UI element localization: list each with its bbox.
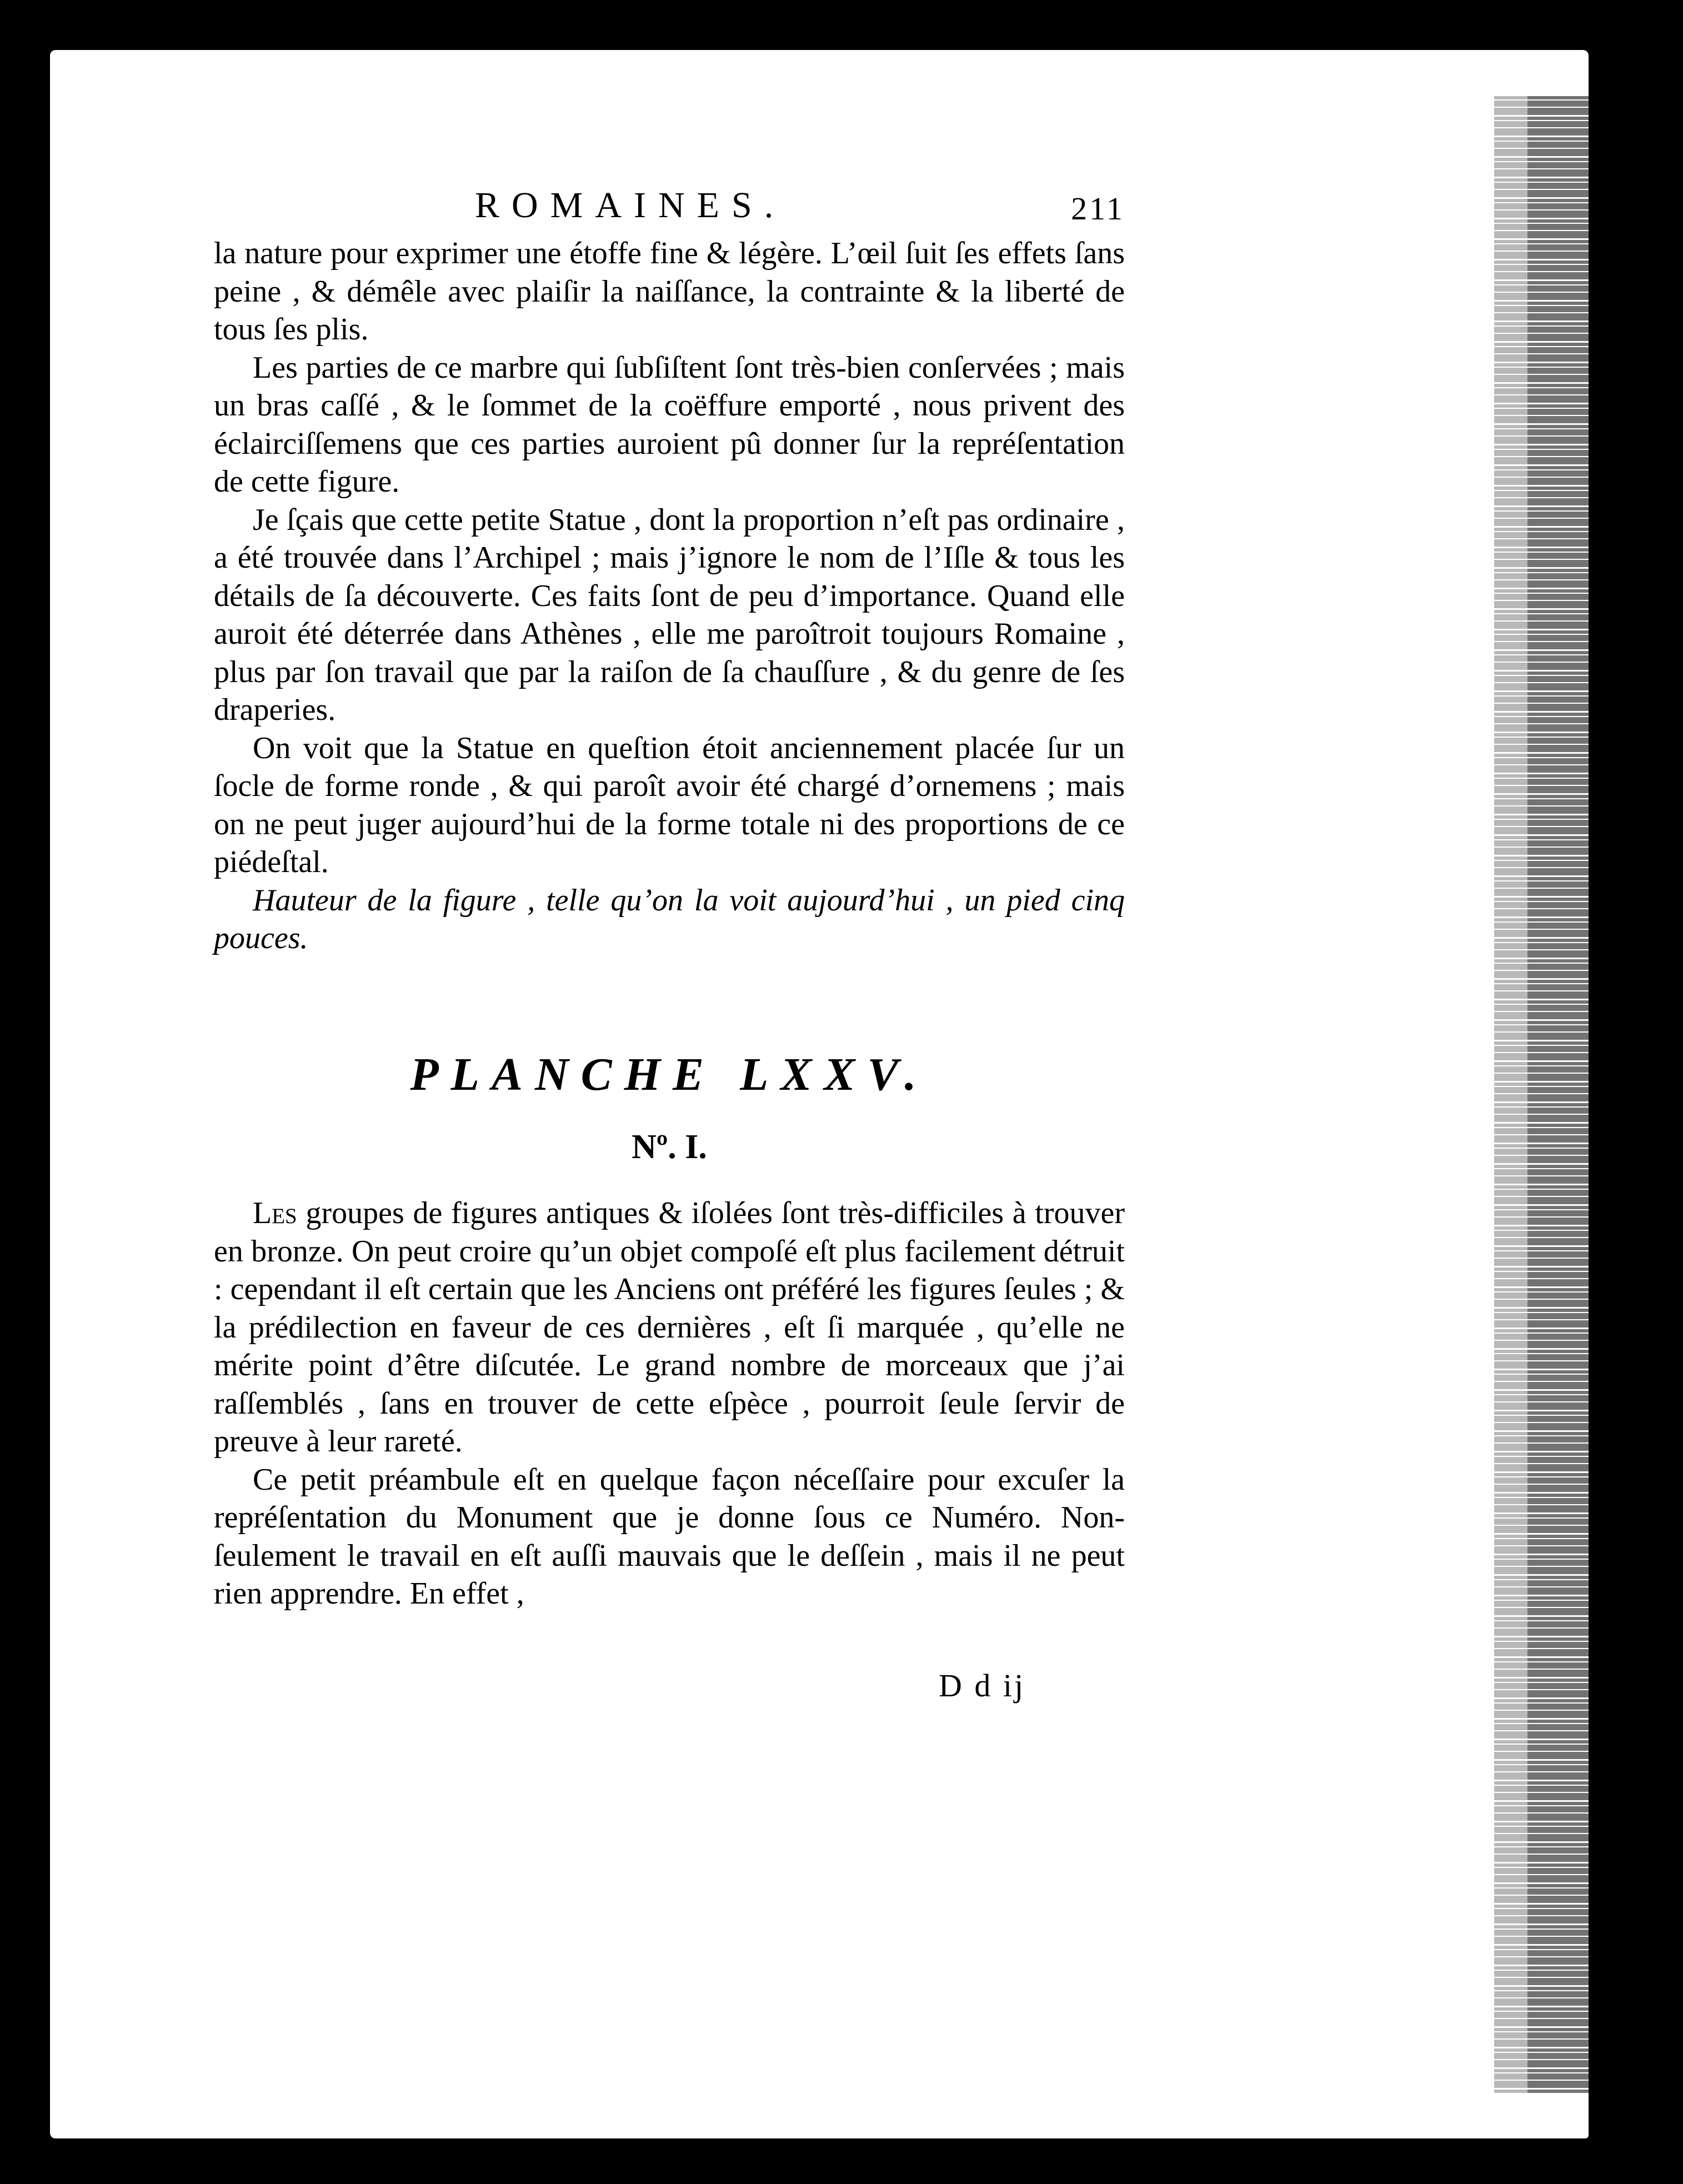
paragraph: Ce petit préambule eſt en quelque façon néceſſaire pour excuſer la repréſentation du Monument que je donne ſous ce Numéro. Non-ſeulement le travail en eſt auſſi mauvais que le deſſein , mais il ne peut rien apprendre. En effet , bbox=[214, 1462, 1125, 1611]
paragraph bbox=[214, 1194, 1125, 1461]
plate-title: PLANCHE LXXV. bbox=[410, 1049, 929, 1100]
section-one-text bbox=[214, 234, 1125, 958]
paragraph-continuation: la nature pour exprimer une étoffe fine & légère. L’œil ſuit ſes effets ſans peine , & démêle avec plaiſir la naiſſance, la contrainte & la liberté de tous ſes plis. bbox=[214, 236, 1125, 347]
paragraph-body: groupes de figures antiques & iſolées ſont très-difficiles à trouver en bronze. On peut croire qu’un objet compoſé eſt plus facilement détruit : cependant il eſt certain que les Anciens ont préféré les figures ſeules ; & la prédilection en faveur de ces dernières , eſt ſi marquée , qu’elle ne mérite point d’être diſcutée. Le grand nombre de morceaux que j’ai raſſemblés , ſans en trouver de cette eſpèce , pourroit ſeule ſervir de preuve à leur rareté. bbox=[214, 1196, 1125, 1459]
signature-mark: D d ij bbox=[939, 1667, 1026, 1704]
paragraph: On voit que la Statue en queſtion étoit anciennement placée ſur un ſocle de forme ronde , & qui paroît avoir été chargé d’ornemens ; mais on ne peut juger aujourd’hui de la forme totale ni des proportions de ce piédeſtal. bbox=[214, 730, 1125, 879]
page-number: 211 bbox=[1071, 191, 1125, 227]
paragraph: Je ſçais que cette petite Statue , dont la proportion n’eſt pas ordinaire , a été trouvée dans l’Archipel ; mais j’ignore le nom de l’Iſle & tous les détails de ſa découverte. Ces faits ſont de peu d’importance. Quand elle auroit été déterrée dans Athènes , elle me paroîtroit toujours Romaine , plus par ſon travail que par la raiſon de ſa chauſſure , & du genre de ſes draperies. bbox=[214, 502, 1125, 727]
plate-number: Nº. I. bbox=[632, 1128, 707, 1166]
paragraph: Les parties de ce marbre qui ſubſiſtent ſont très-bien conſervées ; mais un bras caſſé , & le ſommet de la coëffure emporté , nous privent des éclairciſſemens que ces parties auroient pû donner ſur la repréſentation de cette figure. bbox=[214, 350, 1125, 499]
figure-height-note: Hauteur de la figure , telle qu’on la voit aujourd’hui , un pied cinq pouces. bbox=[214, 883, 1125, 955]
running-head bbox=[214, 183, 1125, 228]
page-edge-shadow bbox=[1527, 94, 1589, 2094]
running-title: ROMAINES. bbox=[475, 185, 786, 226]
page-edge-shadow-inner bbox=[1494, 94, 1527, 2094]
initial-word: Les bbox=[253, 1196, 297, 1230]
section-two-text bbox=[214, 1194, 1125, 1613]
